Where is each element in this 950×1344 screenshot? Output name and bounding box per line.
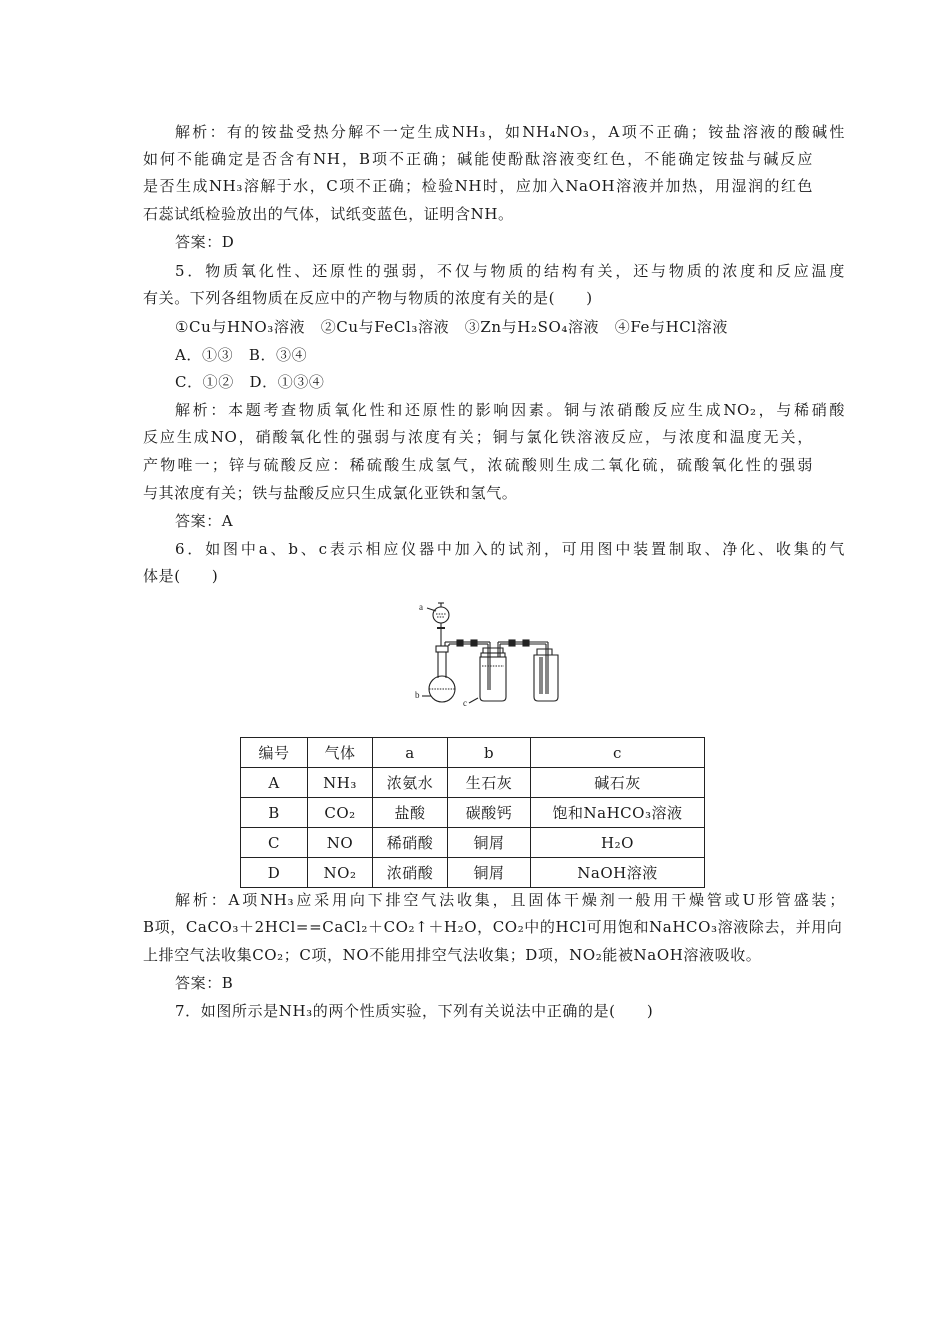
q5-analysis-line-1: 解析：本题考查物质氧化性和还原性的影响因素。铜与浓硝酸反应生成NO₂，与稀硝酸: [175, 401, 845, 419]
q5-analysis-line-3: 产物唯一；锌与硫酸反应：稀硫酸生成氢气，浓硫酸则生成二氧化硫，硫酸氧化性的强弱: [143, 456, 813, 474]
gas-apparatus-figure: [405, 598, 575, 708]
table-row: [241, 798, 705, 828]
q6-analysis-line-3: 上排空气法收集CO₂；C项，NO不能用排空气法收集；D项，NO₂能被NaOH溶液吸收。: [143, 946, 762, 964]
table-cell: 铜屑: [448, 858, 531, 888]
table-cell: D: [241, 858, 308, 888]
q5-items: ①Cu与HNO₃溶液 ②Cu与FeCl₃溶液 ③Zn与H₂SO₄溶液 ④Fe与HCl溶液: [175, 318, 728, 336]
q6-answer: 答案：B: [175, 974, 234, 992]
label-b: b: [415, 690, 420, 700]
q5-options-ab: A．①③ B．③④: [175, 346, 308, 364]
table-cell: NH₃: [308, 768, 373, 798]
header-cell: 编号: [241, 738, 308, 768]
table-cell: 浓硝酸: [373, 858, 448, 888]
table-cell: NO₂: [308, 858, 373, 888]
table-cell: 碱石灰: [531, 768, 705, 798]
q6-stem-line-2: 体是( ): [143, 567, 219, 585]
table-cell: 浓氨水: [373, 768, 448, 798]
table-row: [241, 828, 705, 858]
connector-4: [523, 640, 529, 646]
table-cell: A: [241, 768, 308, 798]
table-cell: C: [241, 828, 308, 858]
q5-answer: 答案：A: [175, 512, 234, 530]
header-cell: 气体: [308, 738, 373, 768]
table-cell: H₂O: [531, 828, 705, 858]
q4-analysis-line-2: 如何不能确定是否含有NH，B项不正确；碱能使酚酞溶液变红色，不能确定铵盐与碱反应: [143, 150, 813, 168]
collecting-bottle-neck: [537, 649, 552, 655]
header-cell: b: [448, 738, 531, 768]
wash-bottle-stopper: [481, 653, 505, 657]
connector-2: [471, 640, 477, 646]
table-cell: B: [241, 798, 308, 828]
q4-analysis-line-1: 解析：有的铵盐受热分解不一定生成NH₃，如NH₄NO₃，A项不正确；铵盐溶液的酸碱性: [175, 123, 845, 141]
connector-3: [509, 640, 515, 646]
table-cell: 稀硝酸: [373, 828, 448, 858]
wash-bottle: [480, 657, 506, 701]
q5-options-cd: C．①② D．①③④: [175, 373, 325, 391]
table-header-row: [241, 738, 705, 768]
table-row: [241, 858, 705, 888]
q4-answer: 答案：D: [175, 233, 235, 251]
q6-analysis-line-2: B项，CaCO₃＋2HCl==CaCl₂＋CO₂↑＋H₂O，CO₂中的HCl可用饱和NaHCO₃溶液除去，并用向: [143, 918, 843, 936]
q4-analysis-line-3: 是否生成NH₃溶解于水，C项不正确；检验NH时，应加入NaOH溶液并加热，用湿润的红色: [143, 177, 813, 195]
table-cell: 碳酸钙: [448, 798, 531, 828]
q5-analysis-line-2: 反应生成NO，硝酸氧化性的强弱与浓度有关；铜与氯化铁溶液反应，与浓度和温度无关，: [143, 428, 813, 446]
table-cell: 盐酸: [373, 798, 448, 828]
table-cell: NaOH溶液: [531, 858, 705, 888]
label-a: a: [419, 602, 423, 612]
table-cell: CO₂: [308, 798, 373, 828]
table-cell: 生石灰: [448, 768, 531, 798]
connector-1: [457, 640, 463, 646]
q6-analysis-line-1: 解析：A项NH₃应采用向下排空气法收集，且固体干燥剂一般用干燥管或U形管盛装；: [175, 891, 845, 909]
flask-stopper: [436, 646, 448, 652]
table-cell: NO: [308, 828, 373, 858]
table-cell: 饱和NaHCO₃溶液: [531, 798, 705, 828]
table-row: [241, 768, 705, 798]
header-cell: c: [531, 738, 705, 768]
q6-stem-line-1: 6．如图中a、b、c表示相应仪器中加入的试剂，可用图中装置制取、净化、收集的气: [175, 540, 845, 558]
q4-analysis-line-4: 石蕊试纸检验放出的气体，试纸变蓝色，证明含NH。: [143, 205, 514, 223]
q5-analysis-line-4: 与其浓度有关；铁与盐酸反应只生成氯化亚铁和氢气。: [143, 484, 518, 502]
header-cell: a: [373, 738, 448, 768]
q6-options-table: [240, 737, 705, 888]
q5-stem-line-2: 有关。下列各组物质在反应中的产物与物质的浓度有关的是( ): [143, 289, 593, 307]
label-c: c: [463, 698, 467, 708]
table-cell: 铜屑: [448, 828, 531, 858]
separatory-funnel-bulb: [433, 607, 449, 623]
q7-stem: 7．如图所示是NH₃的两个性质实验，下列有关说法中正确的是( ): [175, 1002, 654, 1020]
q5-stem-line-1: 5．物质氧化性、还原性的强弱，不仅与物质的结构有关，还与物质的浓度和反应温度: [175, 262, 845, 280]
